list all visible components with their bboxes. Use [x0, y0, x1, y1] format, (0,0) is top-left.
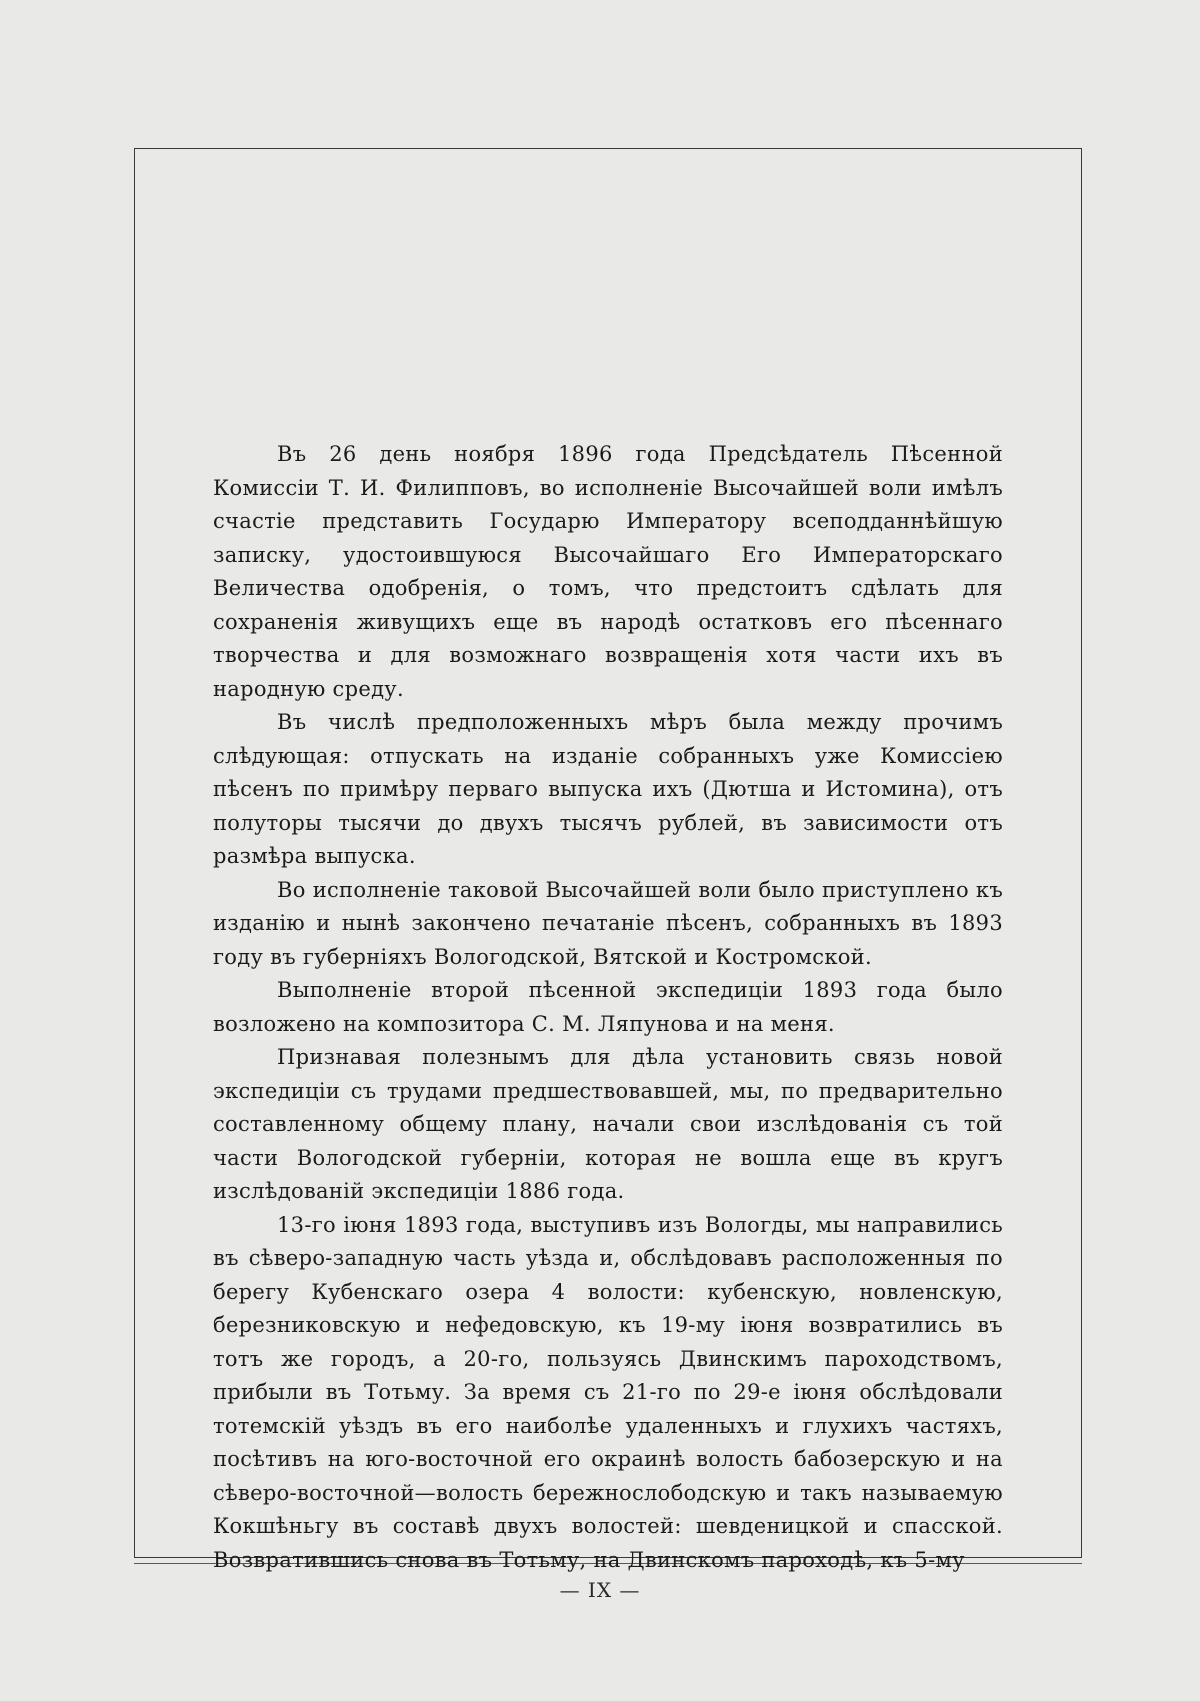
- paragraph-6: 13-го іюня 1893 года, выступивъ изъ Вологды, мы направились въ сѣверо-западную часть уѣзда и, обслѣдовавъ расположенныя по берегу Кубенскаго озера 4 волости: кубенскую, новленскую, березниковскую и нефедовскую, къ 19-му іюня возвратились въ тотъ же городъ, а 20-го, пользуясь Двинскимъ пароходствомъ, прибыли въ Тотьму. За время съ 21-го по 29-е іюня обслѣдовали тотемскій уѣздъ въ его наиболѣе удаленныхъ и глухихъ частяхъ, посѣтивъ на юго-восточной его окраинѣ волость бабозерскую и на сѣверо-восточной—волость бережнослободскую и такъ называемую Кокшѣньгу въ составѣ двухъ волостей: шевденицкой и спасской. Возвратившись снова въ Тотьму, на Двинскомъ пароходѣ, къ 5-му: [213, 1212, 1003, 1572]
- paragraph-3: Во исполненіе таковой Высочайшей воли было приступлено къ изданію и нынѣ закончено печатаніе пѣсенъ, собранныхъ въ 1893 году въ губерніяхъ Вологодской, Вятской и Костромской.: [213, 877, 1003, 969]
- page-number: — IX —: [559, 1578, 641, 1602]
- paragraph-1: Въ 26 день ноября 1896 года Предсѣдатель Пѣсенной Комиссіи Т. И. Филипповъ, во исполненіе Высочайшей воли имѣлъ счастіе представить Государю Императору всеподданнѣйшую записку, удостоившуюся Высочайшаго Его Императорскаго Величества одобренія, о томъ, что предстоитъ сдѣлать для сохраненія живущихъ еще въ народѣ остатковъ его пѣсеннаго творчества и для возможнаго возвращенія хотя части ихъ въ народную среду.: [213, 442, 1003, 701]
- paragraph-4: Выполненіе второй пѣсенной экспедиціи 1893 года было возложено на композитора С. М. Ляпунова и на меня.: [213, 978, 1003, 1036]
- paragraph-2: Въ числѣ предположенныхъ мѣръ была между прочимъ слѣдующая: отпускать на изданіе собранныхъ уже Комиссіею пѣсенъ по примѣру перваго выпуска ихъ (Дютша и Истомина), отъ полуторы тысячи до двухъ тысячъ рублей, въ зависимости отъ размѣра выпуска.: [213, 710, 1003, 868]
- paragraph-5: Признавая полезнымъ для дѣла установить связь новой экспедиціи съ трудами предшествовавшей, мы, по предварительно составленному общему плану, начали свои изслѣдованія съ той части Вологодской губерніи, которая не вошла еще въ кругъ изслѣдованій экспедиціи 1886 года.: [213, 1045, 1003, 1203]
- body-text: [213, 438, 1003, 1577]
